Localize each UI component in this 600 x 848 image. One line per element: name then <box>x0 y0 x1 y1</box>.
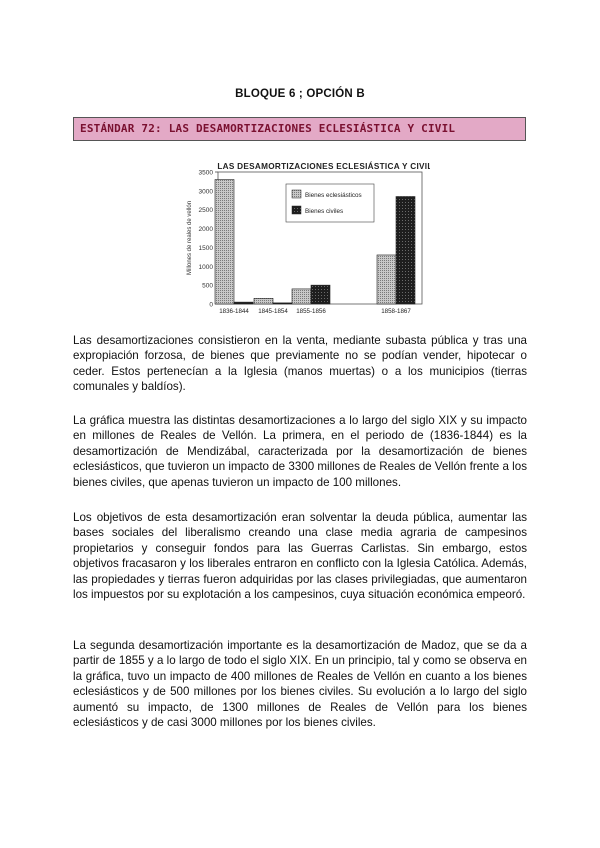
legend-swatch <box>292 206 301 214</box>
y-tick-label: 500 <box>202 282 213 290</box>
y-axis-label: Millones de reales de vellón <box>187 200 193 276</box>
bar-civiles <box>311 285 330 304</box>
paragraph-definition: Las desamortizaciones consistieron en la venta, mediante subasta pública y tras una expropiación forzosa, de bienes que previamente no se podían vender, hipotecar o ceder. Estos pertenecían a la Iglesia (manos muertas) o a los municipios (tierras comunales y baldíos). <box>73 334 527 394</box>
bar-eclesiasticos <box>292 289 311 304</box>
y-tick-label: 3500 <box>198 169 213 177</box>
x-tick-label: 1845-1854 <box>258 308 288 315</box>
bar-eclesiasticos <box>377 255 396 304</box>
y-tick-label: 1000 <box>198 263 213 271</box>
paragraph-objectives: Los objetivos de esta desamortización eran solventar la deuda pública, aumentar las bases sociales del liberalismo creando una clase media agraria de campesinos propietarios y conseguir fondos para las Guerras Carlistas. Sin embargo, estos objetivos fracasaron y los liberales entraron en conflicto con la Iglesia Católica. Además, las propiedades y tierras fueron adquiridas por las clases privilegiadas, que aumentaron los impuestos por su explotación a los campesinos, cuya situación económica empeoró. <box>73 511 527 602</box>
page-title: BLOQUE 6 ; OPCIÓN B <box>235 88 365 100</box>
y-tick-label: 3000 <box>198 188 213 196</box>
x-tick-label: 1855-1856 <box>296 308 326 315</box>
chart-figure <box>180 160 430 320</box>
x-tick-label: 1858-1867 <box>381 308 411 315</box>
paragraph-madoz: La segunda desamortización importante es la desamortización de Madoz, que se da a partir de 1855 y a lo largo de todo el siglo XIX. En un principio, tal y como se observa en la gráfica, tuvo un impacto de 400 millones de Reales de Vellón en cuanto a los bienes eclesiásticos y de 500 millones por los bienes civiles. Su evolución a lo largo del siglo aumentó su impacto, de 1300 millones de Reales de Vellón para los bienes eclesiásticos y de casi 3000 millones por los bienes civiles. <box>73 639 527 730</box>
legend-swatch <box>292 190 301 198</box>
legend-label: Bienes civiles <box>305 208 344 215</box>
bar-civiles <box>396 197 415 304</box>
bar-eclesiasticos <box>215 180 234 304</box>
bar-civiles <box>234 302 253 304</box>
chart-title: LAS DESAMORTIZACIONES ECLESIÁSTICA Y CIVIL <box>217 162 430 171</box>
legend-label: Bienes eclesiásticos <box>305 192 362 199</box>
x-tick-label: 1836-1844 <box>219 308 249 315</box>
standard-heading: ESTÁNDAR 72: LAS DESAMORTIZACIONES ECLESIÁSTICA Y CIVIL <box>73 117 526 141</box>
legend-box <box>286 184 374 222</box>
y-tick-label: 0 <box>209 301 213 309</box>
y-tick-label: 2000 <box>198 226 213 234</box>
bar-chart <box>180 160 430 320</box>
bar-civiles <box>273 303 292 304</box>
y-tick-label: 1500 <box>198 244 213 252</box>
bar-eclesiasticos <box>254 298 273 304</box>
paragraph-graph-description: La gráfica muestra las distintas desamortizaciones a lo largo del siglo XIX y su impacto en millones de Reales de Vellón. La primera, en el periodo de (1836-1844) es la desamortización de Mendizábal, caracterizada por la desamortización de bienes eclesiásticos, que tuvieron un impacto de 3300 millones de Reales de Vellón frente a los bienes civiles, que apenas tuvieron un impacto de 100 millones. <box>73 414 527 489</box>
y-tick-label: 2500 <box>198 207 213 215</box>
